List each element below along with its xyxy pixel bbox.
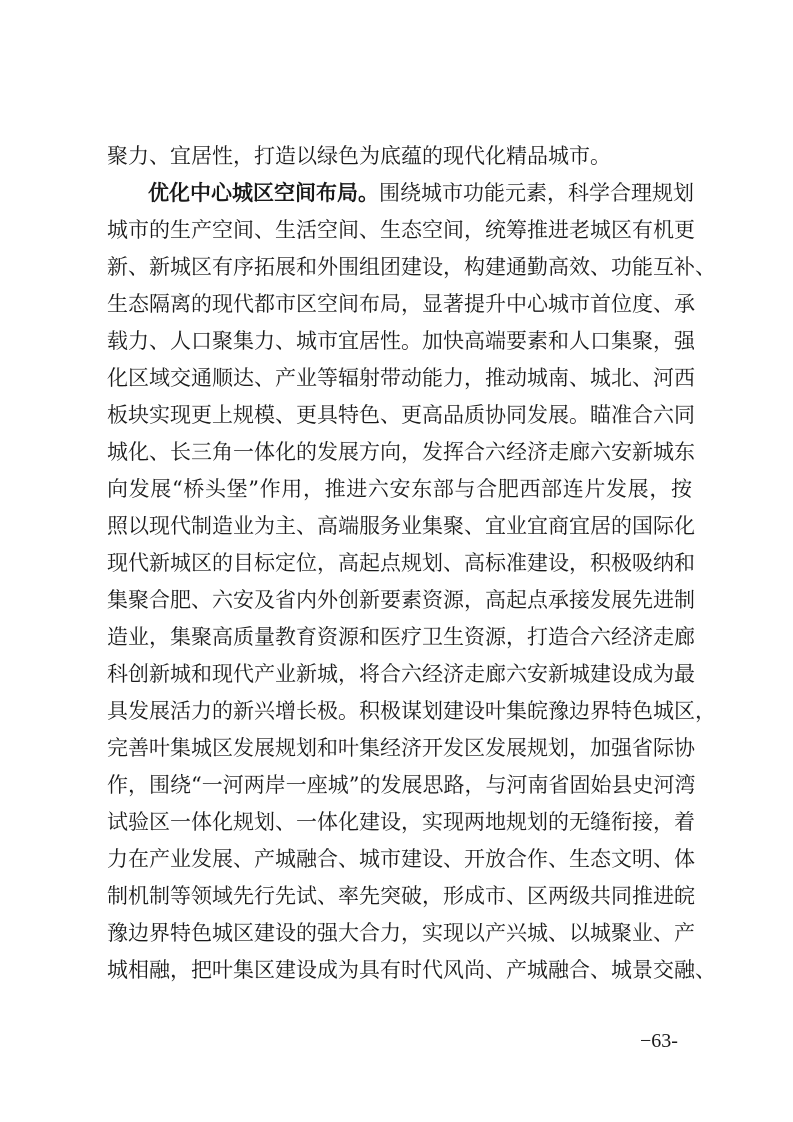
paragraph-line: 新、新城区有序拓展和外围组团建设，构建通勤高效、功能互补、: [107, 255, 716, 279]
paragraph-line: 板块实现更上规模、更具特色、更高品质协同发展。瞄准合六同: [107, 403, 695, 427]
paragraph-line: 豫边界特色城区建设的强大合力，实现以产兴城、以城聚业、产: [107, 921, 695, 945]
paragraph-line: 科创新城和现代产业新城，将合六经济走廊六安新城建设成为最: [107, 662, 695, 686]
paragraph-line: 聚力、宜居性，打造以绿色为底蕴的现代化精品城市。: [107, 144, 611, 168]
paragraph-line: 力在产业发展、产城融合、城市建设、开放合作、生态文明、体: [107, 847, 695, 871]
paragraph-line: 城化、长三角一体化的发展方向，发挥合六经济走廊六安新城东: [107, 440, 695, 464]
paragraph-line: 向发展“桥头堡”作用，推进六安东部与合肥西部连片发展，按: [107, 477, 692, 501]
paragraph-lead-rest: 围绕城市功能元素，科学合理规划: [379, 181, 694, 205]
paragraph-line: 作，围绕“一河两岸一座城”的发展思路，与河南省固始县史河湾: [107, 773, 696, 797]
paragraph-lead-line: [148, 180, 692, 206]
paragraph-line: 具发展活力的新兴增长极。积极谋划建设叶集皖豫边界特色城区，: [107, 699, 716, 723]
paragraph-lead-heading: 优化中心城区空间布局。: [148, 181, 379, 205]
paragraph-line: 城相融，把叶集区建设成为具有时代风尚、产城融合、城景交融、: [107, 958, 716, 982]
paragraph-line: 载力、人口聚集力、城市宜居性。加快高端要素和人口集聚，强: [107, 329, 695, 353]
paragraph-line: 生态隔离的现代都市区空间布局，显著提升中心城市首位度、承: [107, 292, 695, 316]
paragraph-line: 试验区一体化规划、一体化建设，实现两地规划的无缝衔接，着: [107, 810, 695, 834]
page-number: −63-: [640, 1030, 678, 1052]
paragraph-line: 完善叶集城区发展规划和叶集经济开发区发展规划，加强省际协: [107, 736, 695, 760]
paragraph-line: 现代新城区的目标定位，高起点规划、高标准建设，积极吸纳和: [107, 551, 695, 575]
paragraph-line: 城市的生产空间、生活空间、生态空间，统筹推进老城区有机更: [107, 218, 695, 242]
paragraph-line: 制机制等领域先行先试、率先突破，形成市、区两级共同推进皖: [107, 884, 695, 908]
paragraph-line: 化区域交通顺达、产业等辐射带动能力，推动城南、城北、河西: [107, 366, 695, 390]
paragraph-line: 造业，集聚高质量教育资源和医疗卫生资源，打造合六经济走廊: [107, 625, 695, 649]
paragraph-line: 集聚合肥、六安及省内外创新要素资源，高起点承接发展先进制: [107, 588, 695, 612]
paragraph-line: 照以现代制造业为主、高端服务业集聚、宜业宜商宜居的国际化: [107, 514, 695, 538]
